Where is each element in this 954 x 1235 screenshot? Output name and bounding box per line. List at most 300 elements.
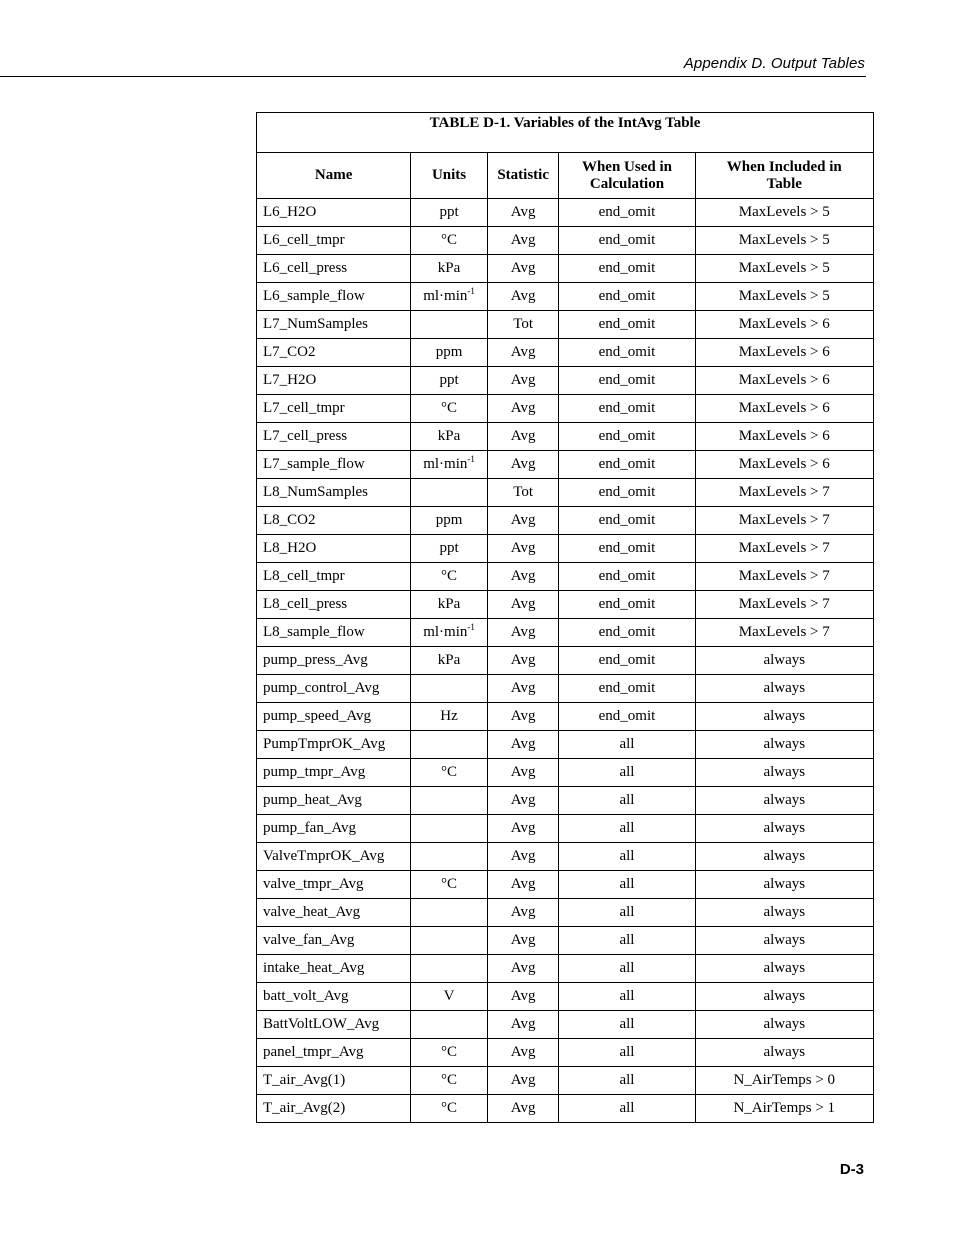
cell-included xyxy=(695,423,873,451)
cell-units-text: ppm xyxy=(435,344,463,360)
column-header-statistic: Statistic xyxy=(487,153,559,199)
cell-name-text: ValveTmprOK_Avg xyxy=(263,848,385,864)
cell-statistic-text: Avg xyxy=(510,960,536,976)
cell-calculation xyxy=(559,479,695,507)
cell-units xyxy=(411,899,488,927)
cell-units xyxy=(411,283,488,311)
cell-name-text: PumpTmprOK_Avg xyxy=(263,736,386,752)
cell-name-text: L7_cell_tmpr xyxy=(263,400,345,416)
calc-header-line1: When Used in xyxy=(581,158,672,175)
cell-name-text: L8_cell_press xyxy=(263,596,348,612)
cell-statistic-text: Avg xyxy=(510,876,536,892)
cell-included-text: N_AirTemps > 1 xyxy=(733,1100,836,1116)
cell-statistic-text: Avg xyxy=(510,288,536,304)
cell-calculation xyxy=(559,1039,695,1067)
table-row xyxy=(257,563,874,591)
cell-name xyxy=(257,451,411,479)
cell-units xyxy=(411,955,488,983)
table-row xyxy=(257,479,874,507)
cell-name-text: pump_control_Avg xyxy=(263,680,380,696)
cell-name-text: batt_volt_Avg xyxy=(263,988,349,1004)
cell-calculation xyxy=(559,199,695,227)
cell-calculation-text: end_omit xyxy=(598,372,656,388)
cell-name xyxy=(257,255,411,283)
cell-included xyxy=(695,1011,873,1039)
table-row xyxy=(257,843,874,871)
cell-name xyxy=(257,1011,411,1039)
cell-calculation xyxy=(559,423,695,451)
cell-statistic xyxy=(487,395,559,423)
cell-name xyxy=(257,731,411,759)
units-exponent: -1 xyxy=(467,622,475,632)
cell-name xyxy=(257,955,411,983)
cell-calculation xyxy=(559,311,695,339)
table-row xyxy=(257,647,874,675)
cell-name-text: L7_sample_flow xyxy=(263,456,365,472)
cell-calculation-text: end_omit xyxy=(598,344,656,360)
cell-statistic xyxy=(487,647,559,675)
cell-statistic xyxy=(487,1095,559,1123)
cell-included xyxy=(695,591,873,619)
table-row xyxy=(257,283,874,311)
cell-calculation-text: end_omit xyxy=(598,232,656,248)
cell-name-text: pump_speed_Avg xyxy=(263,708,372,724)
cell-statistic xyxy=(487,283,559,311)
cell-included-text: MaxLevels > 7 xyxy=(738,540,830,556)
cell-statistic xyxy=(487,1039,559,1067)
cell-calculation xyxy=(559,591,695,619)
cell-name-text: L8_NumSamples xyxy=(263,484,368,500)
cell-statistic xyxy=(487,787,559,815)
cell-included-text: always xyxy=(763,960,806,976)
table-caption: TABLE D-1. Variables of the IntAvg Table xyxy=(257,113,874,153)
table-row xyxy=(257,1067,874,1095)
table-row xyxy=(257,983,874,1011)
cell-included xyxy=(695,199,873,227)
cell-included-text: MaxLevels > 7 xyxy=(738,624,830,640)
cell-name-text: valve_fan_Avg xyxy=(263,932,355,948)
cell-units-text: kPa xyxy=(437,428,461,444)
cell-calculation-text: end_omit xyxy=(598,288,656,304)
cell-units xyxy=(411,255,488,283)
cell-included xyxy=(695,1067,873,1095)
cell-statistic-text: Avg xyxy=(510,792,536,808)
cell-units xyxy=(411,1039,488,1067)
cell-name xyxy=(257,1095,411,1123)
cell-calculation xyxy=(559,507,695,535)
table-row xyxy=(257,619,874,647)
cell-included xyxy=(695,731,873,759)
cell-units-text: kPa xyxy=(437,260,461,276)
cell-units xyxy=(411,311,488,339)
cell-included-text: always xyxy=(763,988,806,1004)
cell-name-text: pump_press_Avg xyxy=(263,652,368,668)
cell-statistic xyxy=(487,619,559,647)
cell-statistic xyxy=(487,563,559,591)
table-row xyxy=(257,899,874,927)
cell-included-text: MaxLevels > 5 xyxy=(738,232,830,248)
cell-included xyxy=(695,899,873,927)
cell-calculation-text: all xyxy=(619,1016,635,1032)
cell-calculation-text: all xyxy=(619,848,635,864)
cell-units xyxy=(411,1095,488,1123)
cell-name-text: L8_H2O xyxy=(263,540,317,556)
table-row xyxy=(257,955,874,983)
cell-included xyxy=(695,535,873,563)
cell-included xyxy=(695,507,873,535)
cell-included-text: always xyxy=(763,764,806,780)
cell-included-text: MaxLevels > 7 xyxy=(738,596,830,612)
cell-included xyxy=(695,367,873,395)
cell-statistic-text: Avg xyxy=(510,932,536,948)
cell-included xyxy=(695,787,873,815)
cell-calculation-text: all xyxy=(619,876,635,892)
table-row xyxy=(257,311,874,339)
cell-units-text: °C xyxy=(441,400,458,416)
cell-calculation xyxy=(559,451,695,479)
cell-name-text: intake_heat_Avg xyxy=(263,960,365,976)
cell-calculation-text: end_omit xyxy=(598,484,656,500)
cell-units xyxy=(411,787,488,815)
cell-included-text: MaxLevels > 5 xyxy=(738,288,830,304)
cell-name xyxy=(257,283,411,311)
cell-units-text: ml·min xyxy=(423,288,468,304)
cell-included-text: N_AirTemps > 0 xyxy=(733,1072,836,1088)
cell-units xyxy=(411,927,488,955)
cell-statistic-text: Avg xyxy=(510,540,536,556)
cell-statistic xyxy=(487,227,559,255)
cell-statistic-text: Avg xyxy=(510,596,536,612)
cell-statistic-text: Avg xyxy=(510,736,536,752)
cell-statistic xyxy=(487,983,559,1011)
cell-statistic xyxy=(487,507,559,535)
cell-included xyxy=(695,1039,873,1067)
cell-units xyxy=(411,199,488,227)
cell-calculation xyxy=(559,815,695,843)
cell-name xyxy=(257,311,411,339)
cell-included xyxy=(695,283,873,311)
cell-statistic xyxy=(487,591,559,619)
cell-name-text: pump_fan_Avg xyxy=(263,820,357,836)
cell-units-text: °C xyxy=(441,232,458,248)
cell-name xyxy=(257,199,411,227)
cell-included-text: always xyxy=(763,680,806,696)
cell-calculation xyxy=(559,535,695,563)
table-row xyxy=(257,507,874,535)
cell-included xyxy=(695,647,873,675)
cell-name xyxy=(257,983,411,1011)
cell-calculation-text: end_omit xyxy=(598,568,656,584)
cell-name xyxy=(257,675,411,703)
cell-included-text: always xyxy=(763,932,806,948)
cell-name-text: BattVoltLOW_Avg xyxy=(263,1016,380,1032)
cell-calculation xyxy=(559,339,695,367)
cell-included xyxy=(695,339,873,367)
cell-statistic-text: Avg xyxy=(510,344,536,360)
cell-calculation-text: all xyxy=(619,960,635,976)
cell-statistic-text: Avg xyxy=(510,624,536,640)
cell-units xyxy=(411,507,488,535)
cell-units-text: ppm xyxy=(435,512,463,528)
cell-units xyxy=(411,871,488,899)
cell-statistic xyxy=(487,479,559,507)
cell-units xyxy=(411,367,488,395)
cell-included xyxy=(695,395,873,423)
cell-name xyxy=(257,1067,411,1095)
cell-calculation-text: end_omit xyxy=(598,316,656,332)
cell-units-text: °C xyxy=(441,568,458,584)
cell-calculation xyxy=(559,1011,695,1039)
cell-included-text: always xyxy=(763,736,806,752)
cell-name-text: T_air_Avg(2) xyxy=(263,1100,346,1116)
cell-statistic xyxy=(487,1011,559,1039)
cell-name-text: panel_tmpr_Avg xyxy=(263,1044,364,1060)
cell-units-text: °C xyxy=(441,876,458,892)
cell-calculation-text: all xyxy=(619,1072,635,1088)
cell-calculation xyxy=(559,1095,695,1123)
cell-calculation xyxy=(559,843,695,871)
cell-name xyxy=(257,1039,411,1067)
cell-name-text: valve_tmpr_Avg xyxy=(263,876,364,892)
table-row xyxy=(257,1095,874,1123)
table-row xyxy=(257,423,874,451)
cell-included xyxy=(695,255,873,283)
cell-name-text: valve_heat_Avg xyxy=(263,904,361,920)
incl-header-line2: Table xyxy=(766,175,802,192)
cell-units xyxy=(411,759,488,787)
cell-statistic xyxy=(487,731,559,759)
cell-name xyxy=(257,703,411,731)
cell-calculation-text: end_omit xyxy=(598,456,656,472)
cell-name-text: L6_cell_press xyxy=(263,260,348,276)
units-exponent: -1 xyxy=(467,286,475,296)
cell-statistic-text: Avg xyxy=(510,512,536,528)
cell-units-text: °C xyxy=(441,1072,458,1088)
page-number: D-3 xyxy=(839,1161,864,1178)
cell-units xyxy=(411,563,488,591)
units-exponent: -1 xyxy=(467,454,475,464)
cell-statistic xyxy=(487,311,559,339)
cell-calculation xyxy=(559,1067,695,1095)
cell-calculation-text: end_omit xyxy=(598,540,656,556)
cell-calculation xyxy=(559,983,695,1011)
incl-header-line1: When Included in xyxy=(726,158,842,175)
cell-units xyxy=(411,227,488,255)
cell-calculation-text: end_omit xyxy=(598,400,656,416)
cell-units-text: °C xyxy=(441,764,458,780)
table-body xyxy=(257,199,874,1123)
cell-name-text: T_air_Avg(1) xyxy=(263,1072,346,1088)
cell-included xyxy=(695,703,873,731)
cell-included-text: always xyxy=(763,820,806,836)
cell-calculation xyxy=(559,395,695,423)
cell-included-text: MaxLevels > 7 xyxy=(738,484,830,500)
cell-name xyxy=(257,927,411,955)
cell-calculation xyxy=(559,787,695,815)
cell-included xyxy=(695,843,873,871)
cell-included xyxy=(695,1095,873,1123)
cell-statistic-text: Avg xyxy=(510,1072,536,1088)
table-row xyxy=(257,703,874,731)
cell-calculation xyxy=(559,283,695,311)
cell-calculation xyxy=(559,927,695,955)
cell-statistic xyxy=(487,871,559,899)
cell-included xyxy=(695,479,873,507)
cell-included xyxy=(695,311,873,339)
cell-units-text: ppt xyxy=(439,372,459,388)
cell-statistic xyxy=(487,703,559,731)
cell-calculation xyxy=(559,675,695,703)
cell-statistic-text: Avg xyxy=(510,232,536,248)
table-row xyxy=(257,395,874,423)
cell-statistic xyxy=(487,367,559,395)
cell-units-text: V xyxy=(443,988,455,1004)
cell-units xyxy=(411,1067,488,1095)
cell-calculation-text: all xyxy=(619,820,635,836)
cell-units xyxy=(411,619,488,647)
cell-name xyxy=(257,535,411,563)
cell-units-text: Hz xyxy=(440,708,458,724)
cell-calculation xyxy=(559,731,695,759)
cell-included-text: MaxLevels > 5 xyxy=(738,260,830,276)
cell-statistic xyxy=(487,255,559,283)
cell-name xyxy=(257,507,411,535)
calc-header-line2: Calculation xyxy=(589,175,665,192)
table-row xyxy=(257,787,874,815)
table-row xyxy=(257,1011,874,1039)
cell-calculation-text: end_omit xyxy=(598,624,656,640)
cell-calculation xyxy=(559,759,695,787)
cell-calculation xyxy=(559,647,695,675)
cell-included-text: MaxLevels > 6 xyxy=(738,400,830,416)
cell-calculation-text: end_omit xyxy=(598,596,656,612)
cell-statistic-text: Tot xyxy=(513,484,534,500)
cell-included xyxy=(695,927,873,955)
cell-included-text: always xyxy=(763,904,806,920)
cell-calculation xyxy=(559,367,695,395)
cell-name-text: L6_H2O xyxy=(263,204,317,220)
cell-statistic-text: Avg xyxy=(510,568,536,584)
cell-name xyxy=(257,227,411,255)
table-row xyxy=(257,927,874,955)
cell-name xyxy=(257,871,411,899)
cell-calculation-text: all xyxy=(619,932,635,948)
cell-units xyxy=(411,339,488,367)
cell-units-text: ml·min xyxy=(423,456,468,472)
cell-units-text: °C xyxy=(441,1044,458,1060)
cell-statistic-text: Avg xyxy=(510,764,536,780)
column-header-name: Name xyxy=(257,153,411,199)
cell-included-text: always xyxy=(763,708,806,724)
cell-calculation xyxy=(559,563,695,591)
cell-included-text: MaxLevels > 7 xyxy=(738,512,830,528)
cell-units xyxy=(411,703,488,731)
cell-statistic-text: Avg xyxy=(510,400,536,416)
cell-included xyxy=(695,675,873,703)
cell-statistic-text: Avg xyxy=(510,204,536,220)
cell-units xyxy=(411,815,488,843)
cell-calculation xyxy=(559,703,695,731)
cell-calculation xyxy=(559,899,695,927)
cell-name-text: L6_sample_flow xyxy=(263,288,365,304)
cell-units-text: °C xyxy=(441,1100,458,1116)
cell-statistic-text: Avg xyxy=(510,820,536,836)
cell-included-text: MaxLevels > 5 xyxy=(738,204,830,220)
cell-calculation-text: end_omit xyxy=(598,428,656,444)
cell-included-text: MaxLevels > 6 xyxy=(738,428,830,444)
table-row xyxy=(257,731,874,759)
cell-units-text: ml·min xyxy=(423,624,468,640)
cell-statistic xyxy=(487,535,559,563)
cell-calculation-text: all xyxy=(619,792,635,808)
cell-calculation-text: end_omit xyxy=(598,708,656,724)
cell-statistic-text: Avg xyxy=(510,988,536,1004)
table-row xyxy=(257,591,874,619)
cell-included xyxy=(695,871,873,899)
cell-units xyxy=(411,843,488,871)
cell-name xyxy=(257,367,411,395)
cell-statistic xyxy=(487,815,559,843)
cell-name xyxy=(257,563,411,591)
cell-statistic xyxy=(487,199,559,227)
cell-statistic xyxy=(487,423,559,451)
cell-calculation xyxy=(559,955,695,983)
cell-statistic-text: Avg xyxy=(510,1100,536,1116)
column-header-calculation xyxy=(559,153,695,199)
cell-name xyxy=(257,619,411,647)
cell-name-text: pump_tmpr_Avg xyxy=(263,764,366,780)
column-header-units: Units xyxy=(411,153,488,199)
table-row xyxy=(257,1039,874,1067)
cell-statistic-text: Avg xyxy=(510,260,536,276)
cell-calculation xyxy=(559,255,695,283)
cell-statistic xyxy=(487,451,559,479)
cell-included-text: always xyxy=(763,876,806,892)
cell-units xyxy=(411,451,488,479)
cell-statistic xyxy=(487,955,559,983)
cell-included-text: MaxLevels > 6 xyxy=(738,372,830,388)
intavg-variables-table xyxy=(256,112,874,1123)
cell-included xyxy=(695,759,873,787)
cell-units-text: ppt xyxy=(439,540,459,556)
cell-statistic xyxy=(487,339,559,367)
cell-statistic xyxy=(487,927,559,955)
cell-units-text: ppt xyxy=(439,204,459,220)
cell-included xyxy=(695,815,873,843)
cell-calculation-text: end_omit xyxy=(598,260,656,276)
table-row xyxy=(257,535,874,563)
cell-name xyxy=(257,591,411,619)
table-row xyxy=(257,759,874,787)
cell-calculation xyxy=(559,227,695,255)
cell-statistic-text: Avg xyxy=(510,1016,536,1032)
cell-included-text: MaxLevels > 6 xyxy=(738,344,830,360)
cell-name-text: L8_sample_flow xyxy=(263,624,365,640)
cell-statistic-text: Avg xyxy=(510,456,536,472)
cell-calculation-text: all xyxy=(619,764,635,780)
cell-name-text: L7_CO2 xyxy=(263,344,316,360)
cell-name xyxy=(257,479,411,507)
cell-calculation-text: all xyxy=(619,904,635,920)
cell-statistic-text: Avg xyxy=(510,904,536,920)
cell-name xyxy=(257,647,411,675)
cell-units xyxy=(411,1011,488,1039)
cell-units-text: kPa xyxy=(437,652,461,668)
cell-included xyxy=(695,955,873,983)
table-row xyxy=(257,367,874,395)
cell-units xyxy=(411,591,488,619)
cell-included xyxy=(695,983,873,1011)
